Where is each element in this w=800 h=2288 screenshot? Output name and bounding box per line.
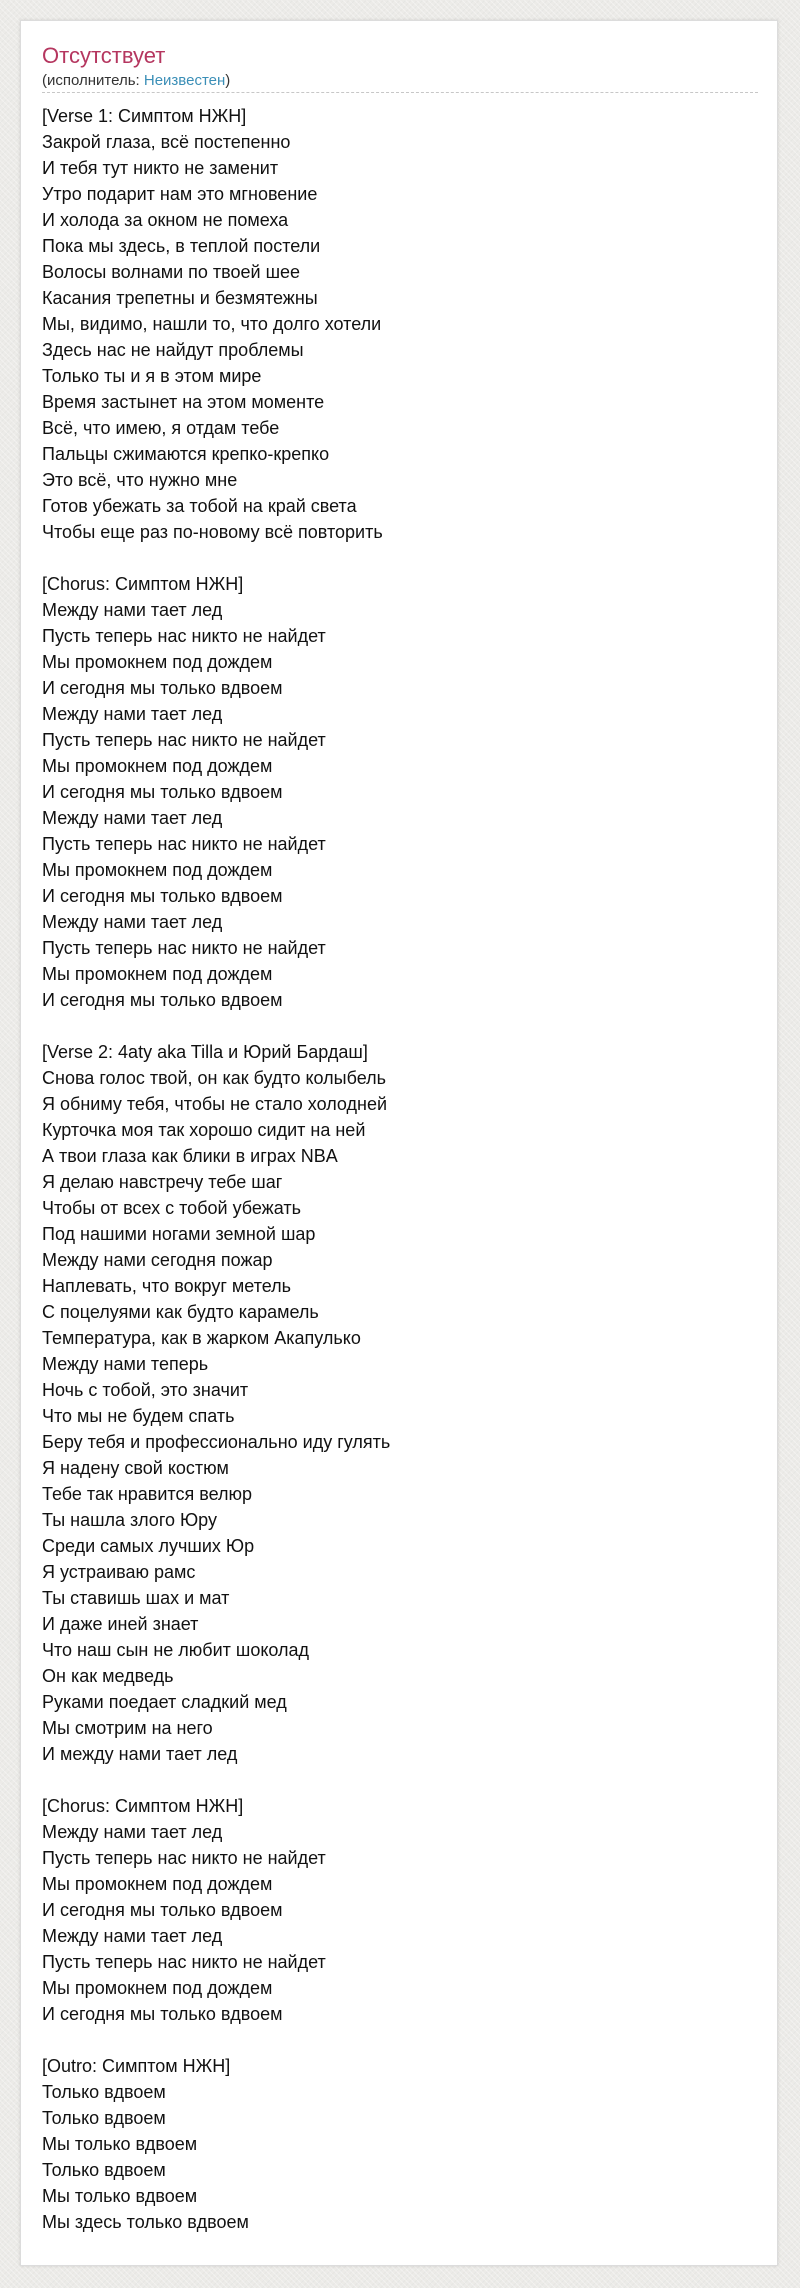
song-title: Отсутствует	[42, 43, 166, 68]
lyric-line: Между нами тает лед	[42, 1822, 223, 1842]
lyric-line: Пусть теперь нас никто не найдет	[42, 1848, 326, 1868]
lyric-line: Утро подарит нам это мгновение	[42, 184, 318, 204]
lyric-line: Беру тебя и профессионально иду гулять	[42, 1432, 391, 1452]
lyric-line: Пусть теперь нас никто не найдет	[42, 626, 326, 646]
lyric-line: Пусть теперь нас никто не найдет	[42, 1952, 326, 1972]
lyric-line: Мы смотрим на него	[42, 1718, 213, 1738]
lyric-line: Он как медведь	[42, 1666, 174, 1686]
lyric-line: Мы промокнем под дождем	[42, 652, 273, 672]
lyric-line: Время застынет на этом моменте	[42, 392, 325, 412]
section-header: [Chorus: Симптом НЖН]	[42, 574, 244, 594]
section-header: [Verse 1: Симптом НЖН]	[42, 106, 247, 126]
lyric-line: Это всё, что нужно мне	[42, 470, 238, 490]
section-header: [Outro: Симптом НЖН]	[42, 2056, 231, 2076]
lyric-line: Только вдвоем	[42, 2160, 166, 2180]
lyrics-body	[42, 103, 758, 2235]
artist-suffix: )	[225, 72, 231, 89]
lyric-line: Ночь с тобой, это значит	[42, 1380, 249, 1400]
lyric-line: Ты ставишь шах и мат	[42, 1588, 230, 1608]
lyric-line: И сегодня мы только вдвоем	[42, 1900, 283, 1920]
lyric-line: Пока мы здесь, в теплой постели	[42, 236, 321, 256]
lyric-line: Мы, видимо, нашли то, что долго хотели	[42, 314, 382, 334]
lyric-line: И тебя тут никто не заменит	[42, 158, 279, 178]
lyric-line: Наплевать, что вокруг метель	[42, 1276, 292, 1296]
stanza-gap	[42, 2027, 758, 2053]
lyric-line: И сегодня мы только вдвоем	[42, 782, 283, 802]
lyric-line: Между нами тает лед	[42, 600, 223, 620]
lyrics-card	[20, 20, 778, 2266]
lyric-line: И даже иней знает	[42, 1614, 199, 1634]
lyric-line: Тебе так нравится велюр	[42, 1484, 252, 1504]
lyric-line: Что наш сын не любит шоколад	[42, 1640, 310, 1660]
lyric-line: Чтобы еще раз по-новому всё повторить	[42, 522, 383, 542]
lyric-line: А твои глаза как блики в играх NBA	[42, 1146, 338, 1166]
stanza-gap	[42, 545, 758, 571]
lyric-line: И сегодня мы только вдвоем	[42, 886, 283, 906]
lyric-line: Между нами тает лед	[42, 808, 223, 828]
lyric-line: Мы промокнем под дождем	[42, 964, 273, 984]
artist-line	[42, 71, 758, 93]
lyric-line: Только вдвоем	[42, 2082, 166, 2102]
lyric-line: И сегодня мы только вдвоем	[42, 2004, 283, 2024]
lyric-line: Я обниму тебя, чтобы не стало холодней	[42, 1094, 388, 1114]
lyric-line: Только ты и я в этом мире	[42, 366, 262, 386]
lyric-line: Между нами теперь	[42, 1354, 209, 1374]
lyric-line: Пусть теперь нас никто не найдет	[42, 834, 326, 854]
lyric-line: Закрой глаза, всё постепенно	[42, 132, 291, 152]
lyric-line: И сегодня мы только вдвоем	[42, 990, 283, 1010]
lyric-line: Мы только вдвоем	[42, 2186, 198, 2206]
lyric-line: Под нашими ногами земной шар	[42, 1224, 316, 1244]
section-header: [Chorus: Симптом НЖН]	[42, 1796, 244, 1816]
lyric-line: Мы только вдвоем	[42, 2134, 198, 2154]
lyric-line: Мы промокнем под дождем	[42, 860, 273, 880]
lyric-line: Пусть теперь нас никто не найдет	[42, 730, 326, 750]
lyric-line: Мы промокнем под дождем	[42, 1874, 273, 1894]
lyric-line: Ты нашла злого Юру	[42, 1510, 217, 1530]
lyric-line: Касания трепетны и безмятежны	[42, 288, 318, 308]
lyric-line: И холода за окном не помеха	[42, 210, 289, 230]
lyric-line: Я устраиваю рамс	[42, 1562, 196, 1582]
artist-link[interactable]: Неизвестен	[143, 72, 226, 89]
lyric-line: Волосы волнами по твоей шее	[42, 262, 301, 282]
stanza-gap	[42, 1767, 758, 1793]
lyric-line: Руками поедает сладкий мед	[42, 1692, 287, 1712]
lyric-line: И сегодня мы только вдвоем	[42, 678, 283, 698]
lyric-line: Пусть теперь нас никто не найдет	[42, 938, 326, 958]
lyric-line: Готов убежать за тобой на край света	[42, 496, 357, 516]
lyric-line: Между нами сегодня пожар	[42, 1250, 273, 1270]
lyric-line: Только вдвоем	[42, 2108, 166, 2128]
lyric-line: Снова голос твой, он как будто колыбель	[42, 1068, 387, 1088]
lyric-line: Мы промокнем под дождем	[42, 756, 273, 776]
stanza-gap	[42, 1013, 758, 1039]
lyric-line: Мы здесь только вдвоем	[42, 2212, 249, 2232]
lyric-line: Между нами тает лед	[42, 912, 223, 932]
lyric-line: Чтобы от всех с тобой убежать	[42, 1198, 301, 1218]
lyric-line: И между нами тает лед	[42, 1744, 238, 1764]
lyric-line: Между нами тает лед	[42, 704, 223, 724]
lyric-line: Я делаю навстречу тебе шаг	[42, 1172, 283, 1192]
lyric-line: Пальцы сжимаются крепко-крепко	[42, 444, 330, 464]
artist-prefix: (исполнитель:	[42, 72, 144, 89]
lyric-line: Я надену свой костюм	[42, 1458, 229, 1478]
lyric-line: Курточка моя так хорошо сидит на ней	[42, 1120, 366, 1140]
lyric-line: Между нами тает лед	[42, 1926, 223, 1946]
lyric-line: Среди самых лучших Юр	[42, 1536, 255, 1556]
lyric-line: Мы промокнем под дождем	[42, 1978, 273, 1998]
lyric-line: С поцелуями как будто карамель	[42, 1302, 319, 1322]
lyric-line: Что мы не будем спать	[42, 1406, 235, 1426]
section-header: [Verse 2: 4aty aka Tilla и Юрий Бардаш]	[42, 1042, 368, 1062]
lyric-line: Здесь нас не найдут проблемы	[42, 340, 304, 360]
lyric-line: Всё, что имею, я отдам тебе	[42, 418, 280, 438]
lyric-line: Температура, как в жарком Акапулько	[42, 1328, 361, 1348]
